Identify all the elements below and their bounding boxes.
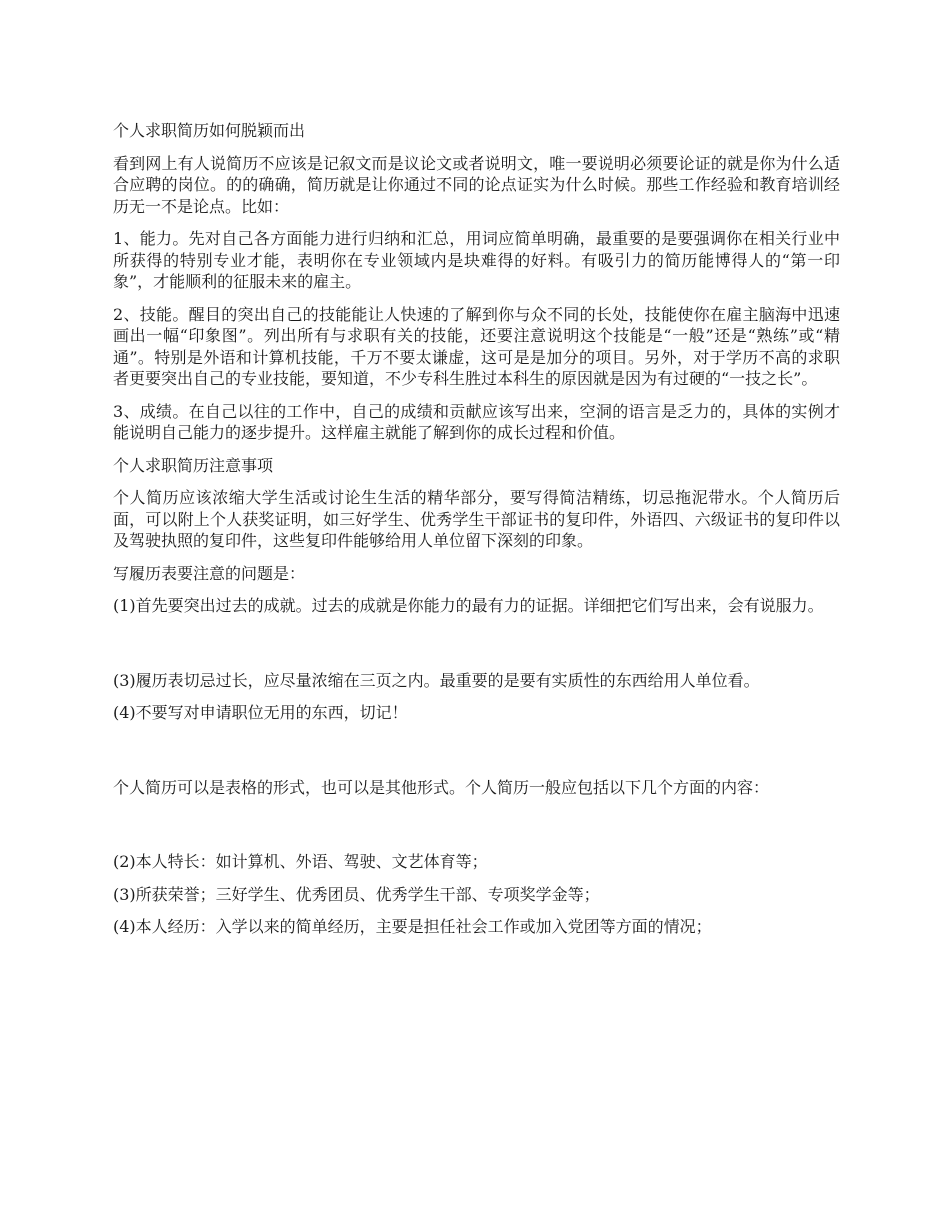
issue-item-4: (4)不要写对申请职位无用的东西，切记！ (113, 703, 408, 722)
contents-item-2: (2)本人特长：如计算机、外语、驾驶、文艺体育等； (113, 852, 488, 871)
point-skills: 2、技能。醒目的突出自己的技能能让人快速的了解到你与众不同的长处，技能使你在雇主脑海中迅速画出一幅“印象图”。列出所有与求职有关的技能，还要注意说明这个技能是“一般”还是“熟练”或“精通”。特别是外语和计算机技能，千万不要太谦虚，这可是是加分的项目。另外，对于学历不高的求职者更要突出自己的专业技能，要知道，不少专科生胜过本科生的原因就是因为有过硬的“一技之长”。 (113, 304, 840, 388)
section-title-notes: 个人求职简历注意事项 (113, 455, 274, 475)
document-title: 个人求职简历如何脱颖而出 (113, 121, 306, 140)
contents-item-4: (4)本人经历：入学以来的简单经历，主要是担任社会工作或加入党团等方面的情况； (113, 917, 712, 936)
document-body (113, 120, 840, 949)
contents-item-3: (3)所获荣誉；三好学生、优秀团员、优秀学生干部、专项奖学金等； (113, 884, 600, 904)
section-title-issues: 写履历表要注意的问题是： (113, 563, 306, 583)
intro-paragraph: 看到网上有人说简历不应该是记叙文而是议论文或者说明文，唯一要说明必须要论证的就是你为什么适合应聘的岗位。的的确确，简历就是让你通过不同的论点证实为什么时候。那些工作经验和教育培训经历无一不是论点。比如： (113, 153, 840, 216)
point-ability: 1、能力。先对自己各方面能力进行归纳和汇总，用词应简单明确，最重要的是要强调你在相关行业中所获得的特别专业才能，表明你在专业领域内是块难得的好料。有吸引力的简历能博得人的“第一印象”，才能顺利的征服未来的雇主。 (113, 229, 840, 291)
blank-gap (113, 809, 840, 851)
issue-item-3: (3)履历表切忌过长，应尽量浓缩在三页之内。最重要的是要有实质性的东西给用人单位看。 (113, 670, 760, 690)
blank-gap (113, 735, 840, 777)
contents-intro-paragraph: 个人简历可以是表格的形式，也可以是其他形式。个人简历一般应包括以下几个方面的内容： (113, 777, 770, 797)
issue-item-1: (1)首先要突出过去的成就。过去的成就是你能力的最有力的证据。详细把它们写出来，会有说服力。 (113, 596, 824, 615)
point-achievements: 3、成绩。在自己以往的工作中，自己的成绩和贡献应该写出来，空洞的语言是乏力的，具体的实例才能说明自己能力的逐步提升。这样雇主就能了解到你的成长过程和价值。 (113, 401, 840, 442)
blank-gap (113, 628, 840, 670)
notes-paragraph: 个人简历应该浓缩大学生活或讨论生生活的精华部分，要写得简洁精练，切忌拖泥带水。个人简历后面，可以附上个人获奖证明，如三好学生、优秀学生干部证书的复印件，外语四、六级证书的复印件以及驾驶执照的复印件，这些复印件能够给用人单位留下深刻的印象。 (113, 488, 840, 550)
